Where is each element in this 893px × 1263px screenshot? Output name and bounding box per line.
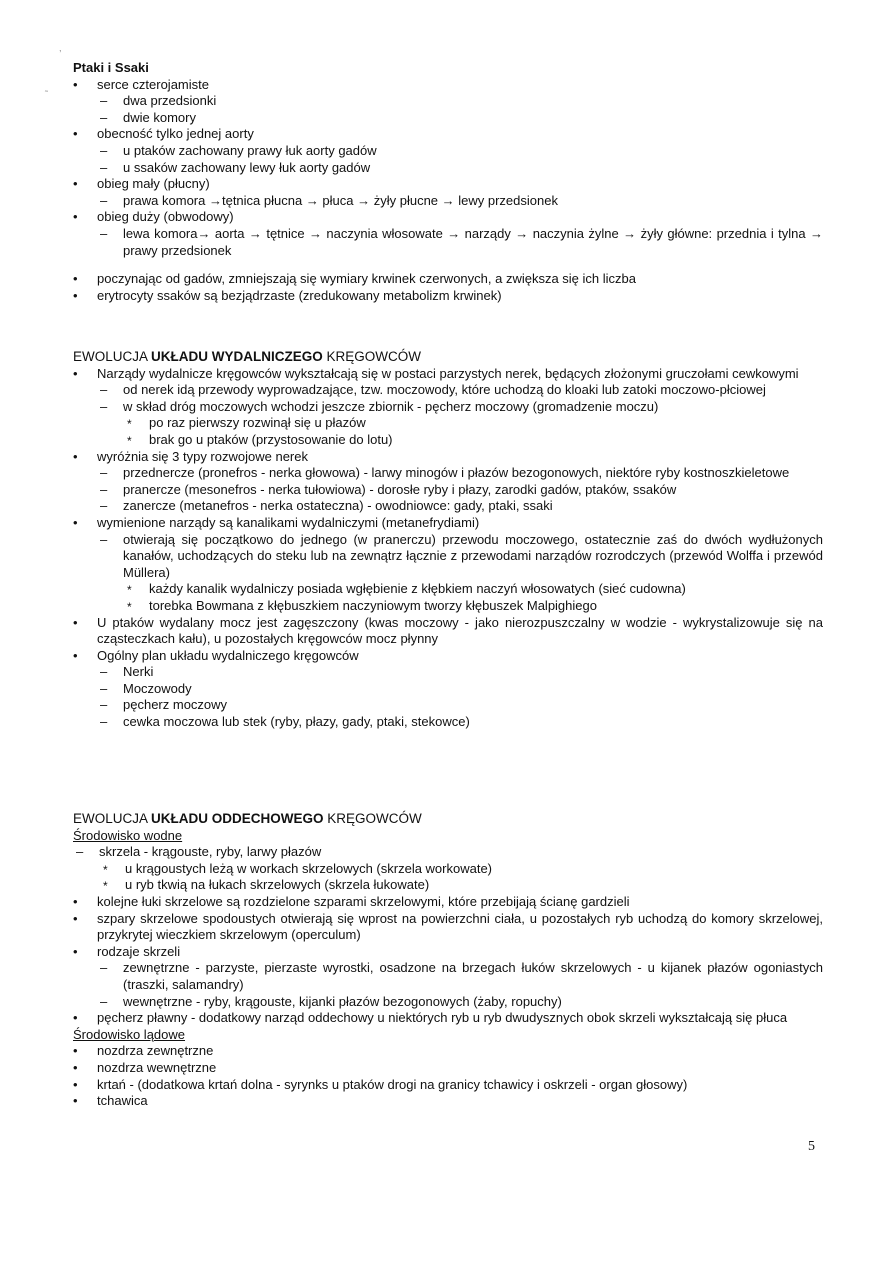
heading-bold: UKŁADU ODDECHOWEGO bbox=[151, 811, 324, 826]
section-excretory bbox=[73, 349, 823, 731]
dash-item bbox=[97, 399, 823, 449]
dash-item bbox=[97, 532, 823, 615]
list-item bbox=[73, 944, 823, 1010]
item-text: wyróżnia się 3 typy rozwojowe nerek bbox=[97, 448, 308, 464]
list-item: • pęcherz pławny - dodatkowy narząd oddechowy u niektórych ryb u ryb dwudysznych obok skrzeli wykształcają się płuca bbox=[73, 1010, 823, 1027]
dash-text: skrzela - krągouste, ryby, larwy płazów bbox=[99, 844, 322, 860]
dash-list bbox=[97, 960, 823, 1010]
margin-mark: ˜ bbox=[45, 89, 48, 99]
dash-item: – u ptaków zachowany prawy łuk aorty gadów bbox=[97, 143, 823, 160]
bullet-list bbox=[73, 1043, 823, 1109]
list-item: • nozdrza wewnętrzne bbox=[73, 1060, 823, 1077]
list-item: • krtań - (dodatkowa krtań dolna - syrynks u ptaków drogi na granicy tchawicy i oskrzeli - organ głosowy) bbox=[73, 1077, 823, 1094]
list-item bbox=[73, 449, 823, 515]
star-item: * każdy kanalik wydalniczy posiada wgłębienie z kłębkiem naczyń włosowatych (sieć cudowna) bbox=[123, 581, 823, 598]
dash-item: – wewnętrzne - ryby, krągouste, kijanki płazów bezogonowych (żaby, ropuchy) bbox=[97, 994, 823, 1011]
dash-item: – przednercze (pronefros - nerka głowowa) - larwy minogów i płazów bezogonowych, niektóre ryby kostnoszkieletowe bbox=[97, 465, 823, 482]
list-item bbox=[73, 126, 823, 176]
subheading-water: Środowisko wodne bbox=[73, 827, 183, 843]
heading-part: EWOLUCJA bbox=[73, 349, 152, 364]
dash-item: – zewnętrzne - parzyste, pierzaste wyrostki, osadzone na brzegach łuków skrzelowych - u kijanek płazów ogoniastych (traszki, salamandry) bbox=[97, 960, 823, 993]
dash-item: – Nerki bbox=[97, 664, 823, 681]
dash-item: – od nerek idą przewody wyprowadzające, tzw. moczowody, które uchodzą do kloaki lub zatoki moczowo-płciowej bbox=[97, 382, 823, 399]
dash-list bbox=[97, 664, 823, 730]
section-birds-mammals bbox=[73, 60, 823, 304]
dash-list bbox=[97, 93, 823, 126]
item-text: rodzaje skrzeli bbox=[97, 943, 181, 959]
dash-list bbox=[97, 532, 823, 615]
page-number: 5 bbox=[808, 1139, 815, 1154]
star-list bbox=[123, 581, 823, 614]
dash-list bbox=[97, 193, 823, 210]
heading-part: KRĘGOWCÓW bbox=[323, 811, 422, 826]
dash-item: – prawa komora →tętnica płucna → płuca → żyły płucne → lewy przedsionek bbox=[97, 193, 823, 210]
bullet-list bbox=[73, 894, 823, 1027]
section-respiratory bbox=[73, 811, 823, 1110]
bullet-list bbox=[73, 271, 823, 304]
dash-list bbox=[73, 844, 823, 894]
section-heading bbox=[73, 811, 823, 828]
list-item bbox=[73, 176, 823, 209]
list-item: • kolejne łuki skrzelowe są rozdzielone szparami skrzelowymi, które przebijają ścianę gardzieli bbox=[73, 894, 823, 911]
heading-part: KRĘGOWCÓW bbox=[322, 349, 422, 364]
star-item: * u krągoustych leżą w workach skrzelowych (skrzela workowate) bbox=[99, 861, 823, 878]
star-item: * u ryb tkwią na łukach skrzelowych (skrzela łukowate) bbox=[99, 877, 823, 894]
list-item: • nozdrza zewnętrzne bbox=[73, 1043, 823, 1060]
dash-item: – dwa przedsionki bbox=[97, 93, 823, 110]
star-list bbox=[123, 415, 823, 448]
dash-list bbox=[97, 465, 823, 515]
dash-item: – Moczowody bbox=[97, 681, 823, 698]
dash-text: otwierają się początkowo do jednego (w pranerczu) przewodu moczowego, ostatecznie zaś do dwóch wydłużonych kanałów, uchodzących do steku lub na zewnątrz łącznie z przewodami narządów rozrodczych (przewód Wolffa i przewód Müllera) bbox=[123, 531, 823, 580]
dash-item: – dwie komory bbox=[97, 110, 823, 127]
item-text: obieg mały (płucny) bbox=[97, 176, 210, 192]
bullet-list bbox=[73, 77, 823, 260]
heading-bold: UKŁADU WYDALNICZEGO bbox=[151, 349, 323, 364]
list-item: • tchawica bbox=[73, 1093, 823, 1110]
heading-part: EWOLUCJA bbox=[73, 811, 152, 826]
dash-list bbox=[97, 382, 823, 448]
list-item bbox=[73, 515, 823, 615]
dash-item: – lewa komora→ aorta → tętnice → naczynia włosowate → narządy → naczynia żylne → żyły główne: przednia i tylna → prawy przedsionek bbox=[97, 226, 823, 259]
dash-item: – cewka moczowa lub stek (ryby, płazy, gady, ptaki, stekowce) bbox=[97, 714, 823, 731]
item-text: wymienione narządy są kanalikami wydalniczymi (metanefrydiami) bbox=[97, 514, 480, 530]
list-item: • poczynając od gadów, zmniejszają się wymiary krwinek czerwonych, a zwiększa się ich liczba bbox=[73, 271, 823, 288]
dash-item: – zanercze (metanefros - nerka ostateczna) - owodniowce: gady, ptaki, ssaki bbox=[97, 498, 823, 515]
dash-item: – pranercze (mesonefros - nerka tułowiowa) - dorosłe ryby i płazy, zarodki gadów, ptaków, ssaków bbox=[97, 482, 823, 499]
dash-text: w skład dróg moczowych wchodzi jeszcze zbiornik - pęcherz moczowy (gromadzenie moczu) bbox=[123, 398, 659, 414]
dash-item: – pęcherz moczowy bbox=[97, 697, 823, 714]
list-item: • szpary skrzelowe spodoustych otwierają się wprost na powierzchni ciała, u pozostałych ryb uchodzą do komory skrzelowej, przykrytej wieczkiem skrzelowym (operculum) bbox=[73, 911, 823, 944]
item-text: Ogólny plan układu wydalniczego kręgowców bbox=[97, 647, 359, 663]
list-item bbox=[73, 209, 823, 259]
list-item: • erytrocyty ssaków są bezjądrzaste (zredukowany metabolizm krwinek) bbox=[73, 288, 823, 305]
item-text: serce czterojamiste bbox=[97, 76, 209, 92]
bullet-list bbox=[73, 366, 823, 731]
margin-mark: , bbox=[59, 43, 62, 53]
item-text: obecność tylko jednej aorty bbox=[97, 126, 254, 142]
item-text: Narządy wydalnicze kręgowców wykształcają się w postaci parzystych nerek, będących złożonymi gruczołami cewkowymi bbox=[97, 365, 799, 381]
section-heading bbox=[73, 349, 823, 366]
star-item: * torebka Bowmana z kłębuszkiem naczyniowym tworzy kłębuszek Malpighiego bbox=[123, 598, 823, 615]
dash-item bbox=[73, 844, 823, 894]
star-item: * po raz pierwszy rozwinął się u płazów bbox=[123, 415, 823, 432]
star-list bbox=[99, 861, 823, 894]
list-item bbox=[73, 77, 823, 127]
list-item bbox=[73, 366, 823, 449]
dash-list bbox=[97, 143, 823, 176]
list-item: • U ptaków wydalany mocz jest zagęszczony (kwas moczowy - jako nierozpuszczalny w wodzie - wykrystalizowuje się na cząsteczkach kału), u pozostałych kręgowców mocz płynny bbox=[73, 615, 823, 648]
dash-item: – u ssaków zachowany lewy łuk aorty gadów bbox=[97, 160, 823, 177]
list-item bbox=[73, 648, 823, 731]
star-item: * brak go u ptaków (przystosowanie do lotu) bbox=[123, 432, 823, 449]
spacer bbox=[73, 259, 823, 271]
dash-list bbox=[97, 226, 823, 259]
subheading-land: Środowisko lądowe bbox=[73, 1026, 186, 1042]
section-title: Ptaki i Ssaki bbox=[73, 60, 149, 75]
item-text: obieg duży (obwodowy) bbox=[97, 209, 234, 225]
